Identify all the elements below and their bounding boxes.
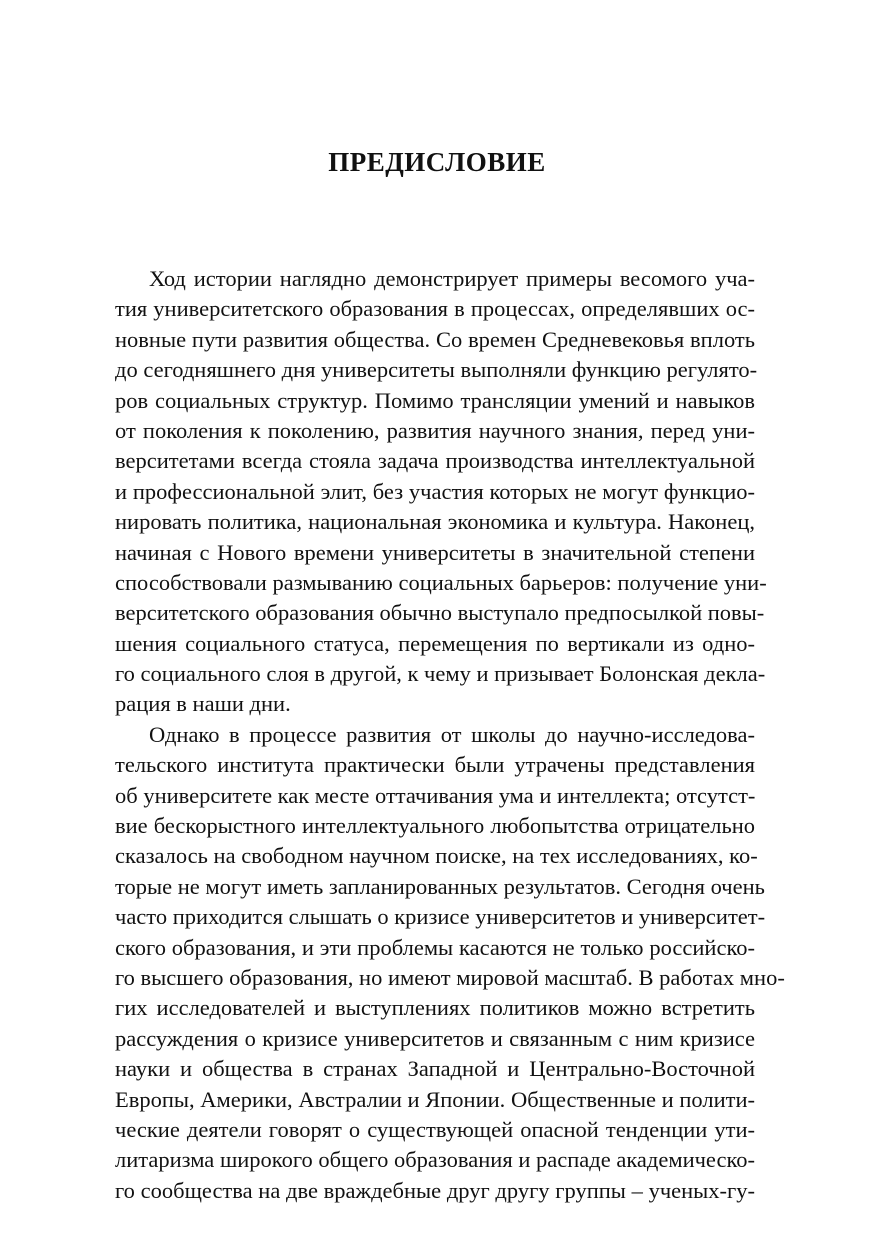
text-line: сказалось на свободном научном поиске, на тех исследованиях, ко- <box>115 843 758 869</box>
text-line: литаризма широкого общего образования и распаде академическо- <box>115 1147 755 1173</box>
text-line: рассуждения о кризисе университетов и связанным с ним кризисе <box>115 1025 755 1051</box>
text-line: новные пути развития общества. Со времен Средневековья вплоть <box>115 326 755 352</box>
text-line: начиная с Нового времени университеты в значительной степени <box>115 539 755 565</box>
text-line: верситетского образования обычно выступало предпосылкой повы- <box>115 600 765 626</box>
text-line: нировать политика, национальная экономика и культура. Наконец, <box>115 509 755 535</box>
text-line: ческие деятели говорят о существующей опасной тенденции ути- <box>115 1116 755 1142</box>
text-line: и профессиональной элит, без участия которых не могут функцио- <box>115 478 755 504</box>
text-line: Ход истории наглядно демонстрирует примеры весомого уча- <box>149 266 755 291</box>
text-line: часто приходится слышать о кризисе университетов и университет- <box>115 904 766 930</box>
text-line: ского образования, и эти проблемы касаются не только российско- <box>115 934 755 960</box>
text-line: тельского института практически были утрачены представления <box>115 752 755 778</box>
paragraph-2 <box>115 720 785 1206</box>
text-line: вие бескорыстного интеллектуального любопытства отрицательно <box>115 813 755 839</box>
text-line: до сегодняшнего дня университеты выполняли функцию регулято- <box>115 357 758 383</box>
text-line: го сообщества на две враждебные друг другу группы – ученых-гу- <box>115 1177 755 1203</box>
text-line: Европы, Америки, Австралии и Японии. Общественные и полити- <box>115 1086 755 1112</box>
text-line: го высшего образования, но имеют мировой масштаб. В работах мно- <box>115 964 785 990</box>
paragraph-1 <box>115 264 767 720</box>
text-line: торые не могут иметь запланированных результатов. Сегодня очень <box>115 873 765 899</box>
text-line: об университете как месте оттачивания ума и интеллекта; отсутст- <box>115 782 756 808</box>
text-line: науки и общества в странах Западной и Центрально-Восточной <box>115 1056 755 1082</box>
text-line: ров социальных структур. Помимо трансляции умений и навыков <box>115 387 755 413</box>
text-line: от поколения к поколению, развития научного знания, перед уни- <box>115 417 755 443</box>
text-line: Однако в процессе развития от школы до научно-исследова- <box>149 721 755 747</box>
text-line: го социального слоя в другой, к чему и призывает Болонская декла- <box>115 661 766 687</box>
text-line: гих исследователей и выступлениях политиков можно встретить <box>115 995 755 1021</box>
page-title: ПРЕДИСЛОВИЕ <box>328 147 546 178</box>
body-text <box>115 264 785 1206</box>
text-line: способствовали размыванию социальных барьеров: получение уни- <box>115 569 767 595</box>
text-line: верситетами всегда стояла задача производства интеллектуальной <box>115 448 755 474</box>
text-line: рация в наши дни. <box>115 691 291 717</box>
text-line: шения социального статуса, перемещения по вертикали из одно- <box>115 630 755 656</box>
text-line: тия университетского образования в процессах, определявших ос- <box>115 296 755 322</box>
